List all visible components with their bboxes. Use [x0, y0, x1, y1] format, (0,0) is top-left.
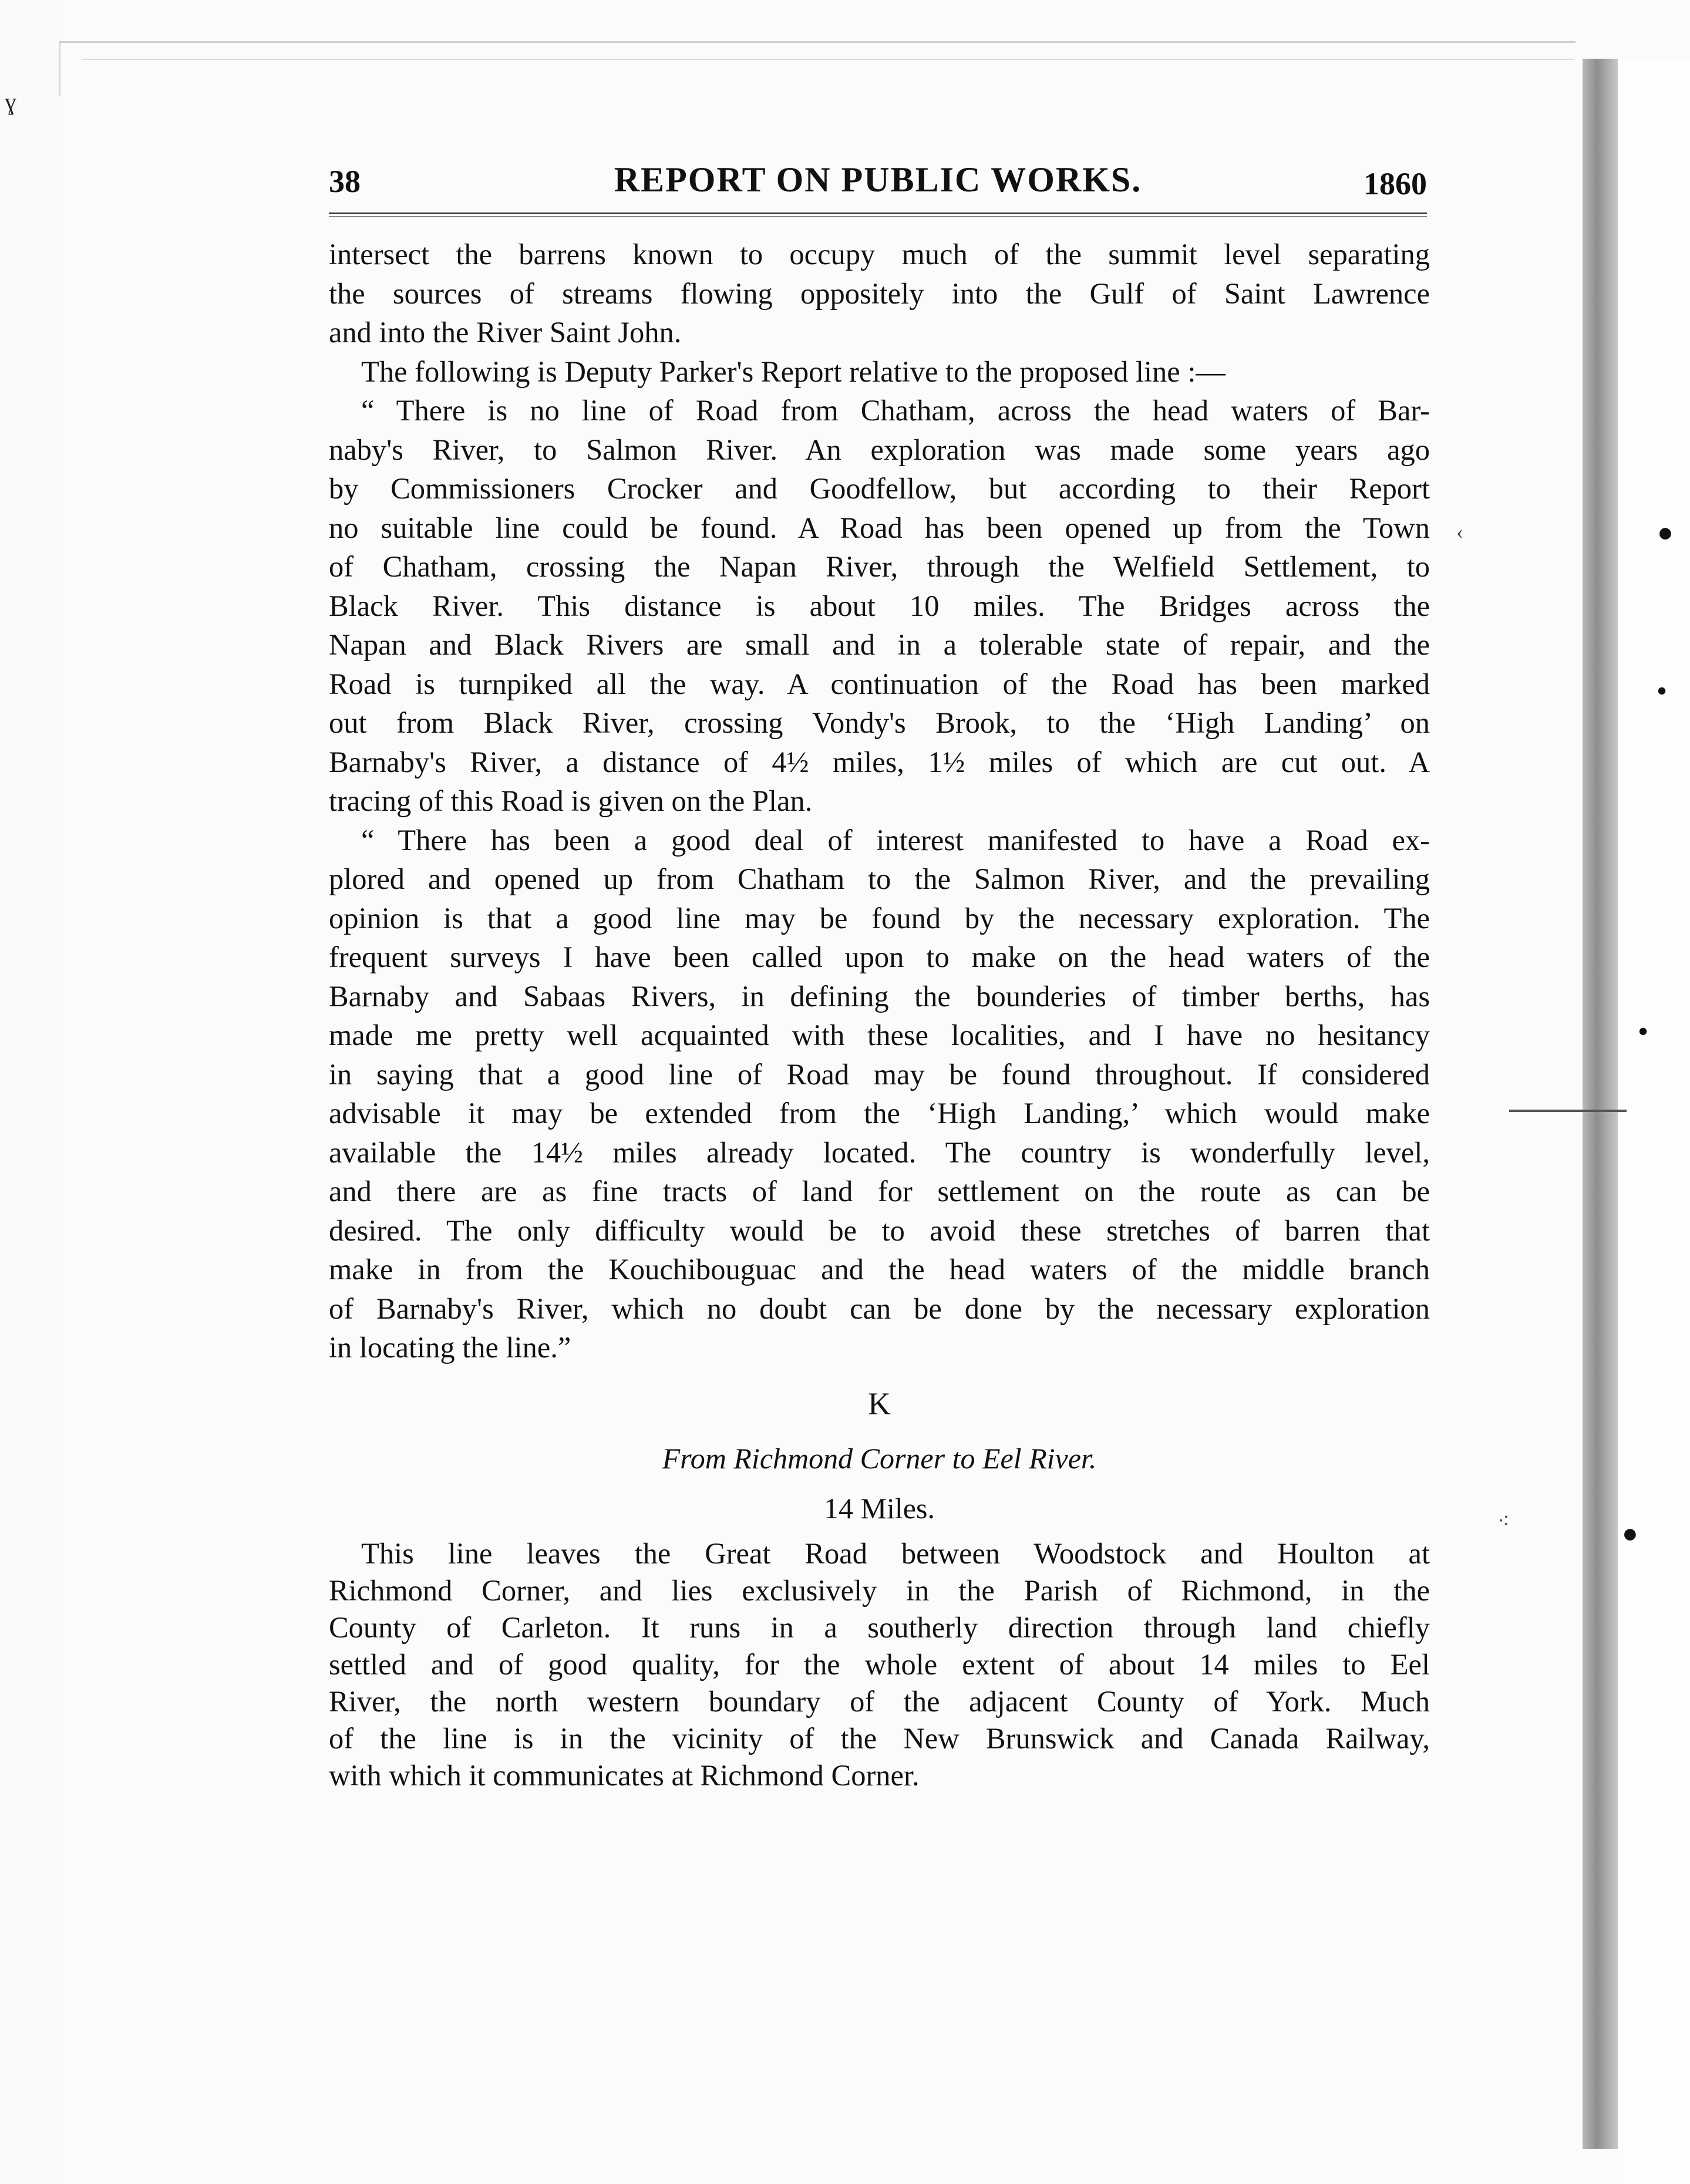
text-line: Napan and Black Rivers are small and in a tolerable state of repair, and the — [329, 628, 1430, 661]
text-line: Barnaby's River, a distance of 4½ miles, 1½ miles of which are cut out. A — [329, 745, 1430, 778]
text-line: desired. The only difficulty would be to avoid these stretches of barren that — [329, 1214, 1430, 1247]
text-line: advisable it may be extended from the ‘High Landing,’ which would make — [329, 1097, 1430, 1130]
ink-mark-icon: • — [1657, 676, 1667, 706]
text-line: naby's River, to Salmon River. An exploration was made some years ago — [329, 433, 1430, 466]
section-distance: 14 Miles. — [824, 1492, 935, 1525]
text-line: plored and opened up from Chatham to the Salmon River, and the prevailing — [329, 862, 1430, 895]
header-year: 1860 — [1364, 166, 1427, 201]
page-title: REPORT ON PUBLIC WORKS. — [614, 160, 1142, 199]
page-edge-inner — [82, 59, 1574, 83]
text-line: of the line is in the vicinity of the New Brunswick and Canada Railway, — [329, 1722, 1430, 1755]
text-line: settled and of good quality, for the whole extent of about 14 miles to Eel — [329, 1648, 1430, 1681]
text-line: with which it communicates at Richmond Corner. — [329, 1759, 920, 1792]
text-line: of Barnaby's River, which no doubt can be done by the necessary exploration — [329, 1292, 1430, 1325]
text-line: Barnaby and Sabaas Rivers, in defining the bounderies of timber berths, has — [329, 979, 1430, 1013]
text-line: Black River. This distance is about 10 miles. The Bridges across the — [329, 589, 1430, 622]
text-line: River, the north western boundary of the adjacent County of York. Much — [329, 1685, 1430, 1718]
text-line: This line leaves the Great Road between Woodstock and Houlton at — [361, 1537, 1430, 1570]
text-line: County of Carleton. It runs in a southerly direction through land chiefly — [329, 1611, 1430, 1644]
running-header — [329, 159, 1427, 205]
text-line: in locating the line.” — [329, 1331, 571, 1364]
text-line: the sources of streams flowing oppositely into the Gulf of Saint Lawrence — [329, 277, 1430, 310]
text-line: by Commissioners Crocker and Goodfellow, but according to their Report — [329, 472, 1430, 505]
text-line: intersect the barrens known to occupy much of the summit level separating — [329, 238, 1430, 271]
scan-mark-icon: ɣ — [5, 89, 16, 115]
text-line: “ There is no line of Road from Chatham, across the head waters of Bar- — [361, 394, 1430, 427]
text-line: and there are as fine tracts of land for settlement on the route as can be — [329, 1175, 1430, 1208]
section-letter: K — [868, 1386, 891, 1421]
ink-mark-icon: ● — [1622, 1518, 1638, 1548]
text-line: tracing of this Road is given on the Plan. — [329, 784, 813, 817]
text-line: made me pretty well acquainted with these localities, and I have no hesitancy — [329, 1019, 1430, 1051]
text-line: Road is turnpiked all the way. A continuation of the Road has been marked — [329, 667, 1430, 700]
ink-mark-icon: ‹ — [1456, 520, 1463, 544]
text-line: out from Black River, crossing Vondy's Brook, to the ‘High Landing’ on — [329, 706, 1430, 739]
text-line: The following is Deputy Parker's Report relative to the proposed line :— — [361, 355, 1226, 388]
page-number: 38 — [329, 164, 361, 199]
header-rule — [329, 213, 1427, 217]
section-body-text — [329, 1535, 1430, 1794]
book-binding — [1583, 59, 1618, 2149]
body-text — [329, 235, 1430, 1367]
text-line: Richmond Corner, and lies exclusively in the Parish of Richmond, in the — [329, 1574, 1430, 1607]
text-line: of Chatham, crossing the Napan River, through the Welfield Settlement, to — [329, 550, 1430, 583]
text-line: no suitable line could be found. A Road has been opened up from the Town — [329, 511, 1430, 544]
section-route: From Richmond Corner to Eel River. — [662, 1442, 1097, 1475]
text-line: available the 14½ miles already located. The country is wonderfully level, — [329, 1135, 1430, 1169]
facing-page-edge — [1618, 59, 1690, 2184]
text-line: opinion is that a good line may be found by the necessary exploration. The — [329, 901, 1430, 935]
ink-mark-icon: ⁖ — [1497, 1509, 1510, 1533]
text-line: “ There has been a good deal of interest manifested to have a Road ex- — [361, 823, 1430, 857]
text-line: in saying that a good line of Road may be found throughout. If considered — [329, 1057, 1430, 1091]
text-line: and into the River Saint John. — [329, 316, 682, 349]
text-line: make in from the Kouchibouguac and the head waters of the middle branch — [329, 1253, 1430, 1286]
ink-mark-icon: • — [1638, 1016, 1648, 1046]
scan-left-margin — [0, 0, 59, 2184]
text-line: frequent surveys I have been called upon to make on the head waters of the — [329, 941, 1430, 973]
clip-line — [1509, 1110, 1627, 1112]
ink-mark-icon: ● — [1657, 517, 1674, 547]
